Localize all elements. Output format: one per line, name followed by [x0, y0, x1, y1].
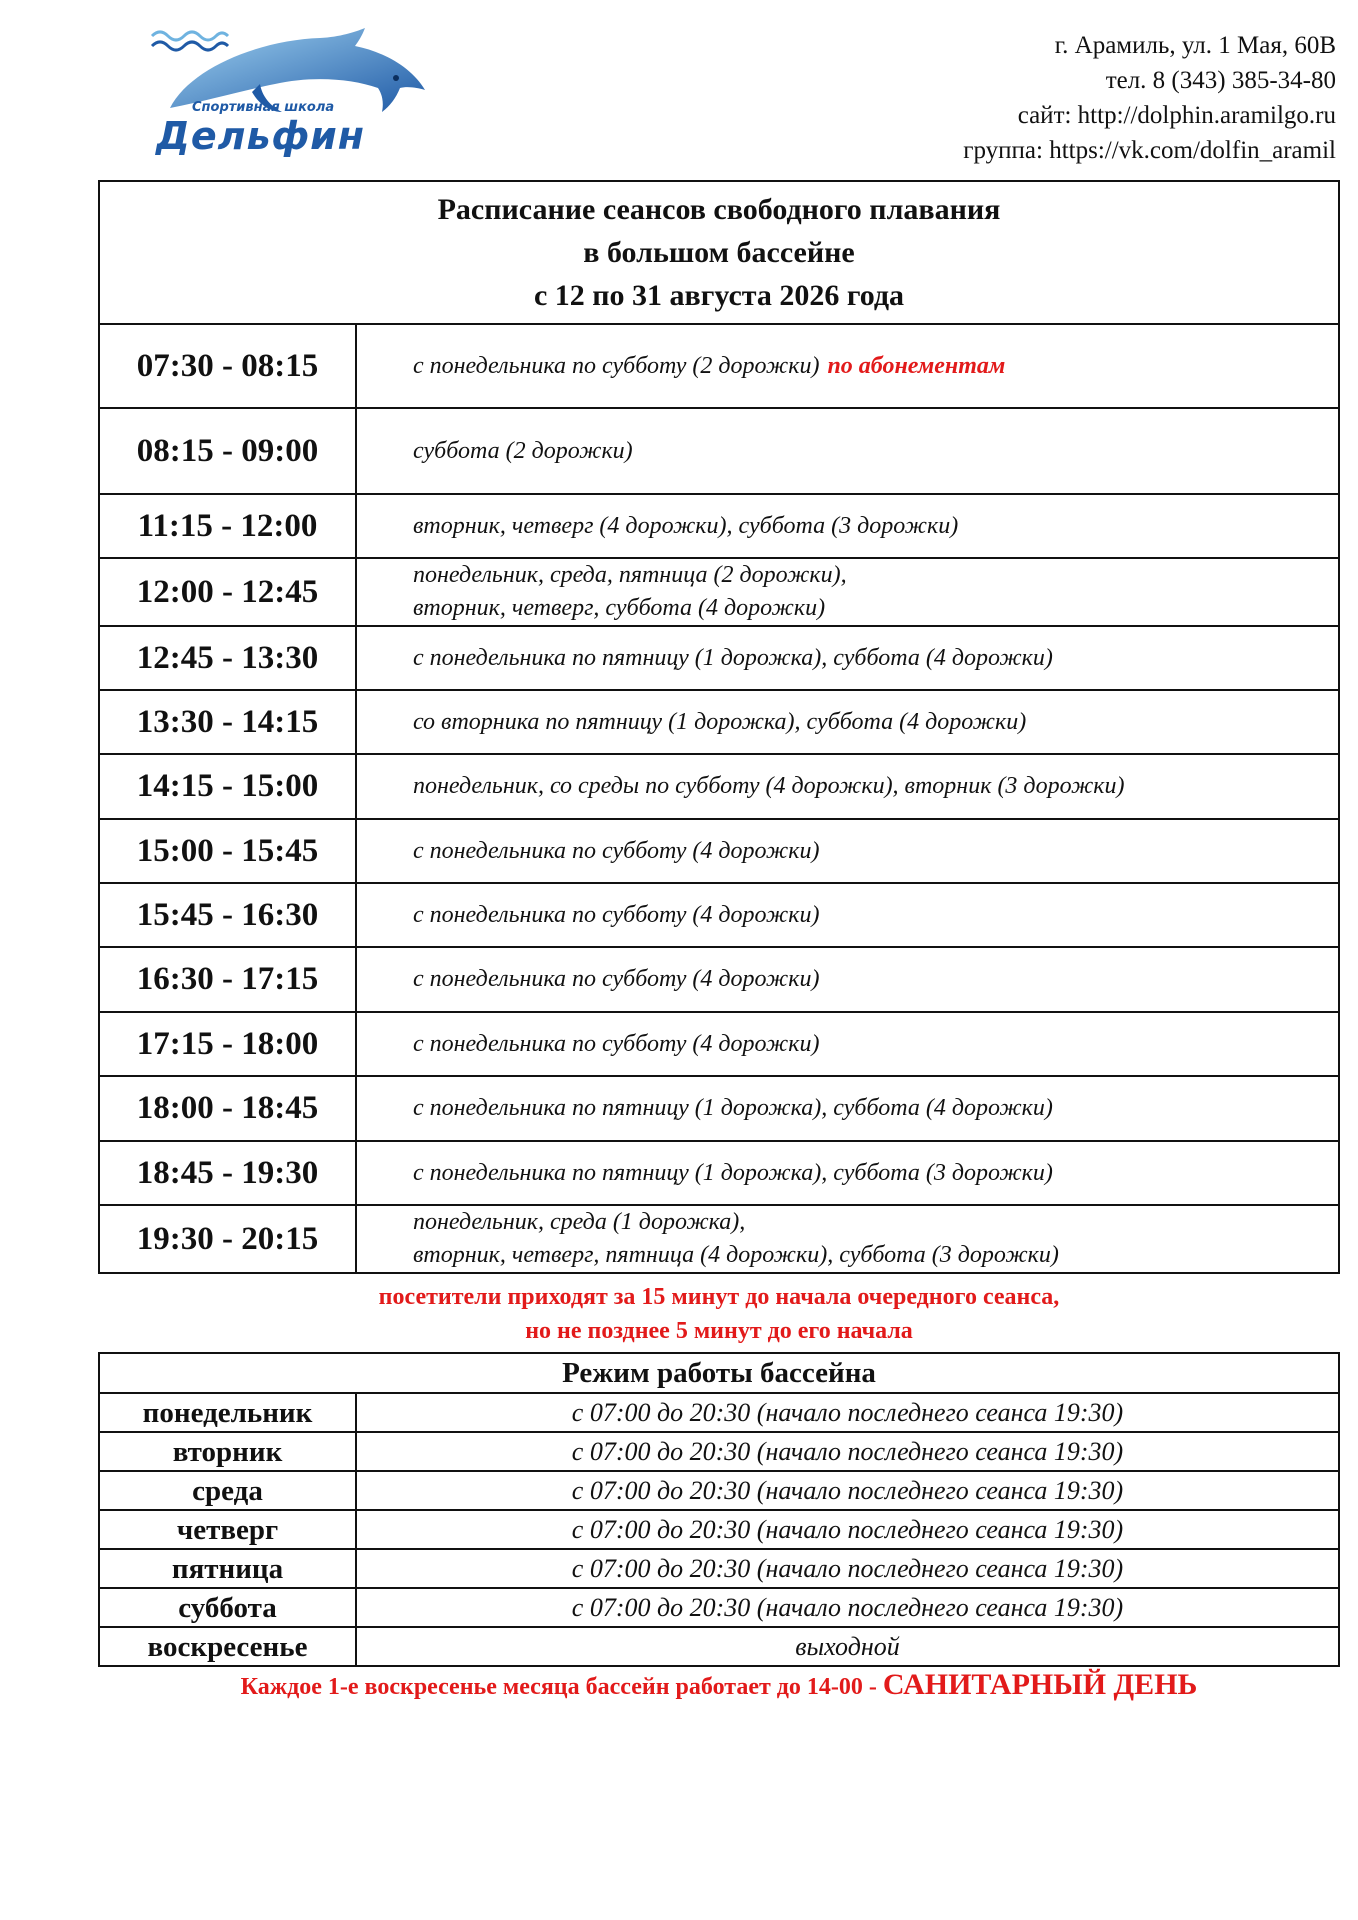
table-row	[99, 558, 1339, 626]
swim-schedule-table	[98, 180, 1340, 1274]
session-desc-line: вторник, четверг, суббота (4 дорожки)	[413, 595, 826, 621]
table-row	[99, 1471, 1339, 1510]
table-row	[99, 1432, 1339, 1471]
table-row	[99, 626, 1339, 690]
session-time: 15:00 - 15:45	[99, 819, 356, 883]
opening-hours: с 07:00 до 20:30 (начало последнего сеанса 19:30)	[356, 1549, 1339, 1588]
session-desc: понедельник, со среды по субботу (4 дорожки), вторник (3 дорожки)	[356, 754, 1339, 819]
session-time: 19:30 - 20:15	[99, 1205, 356, 1273]
schedule-title-line: в большом бассейне	[583, 236, 855, 269]
weekday: среда	[99, 1471, 356, 1510]
session-desc: со вторника по пятницу (1 дорожка), суббота (4 дорожки)	[356, 690, 1339, 754]
table-row	[99, 408, 1339, 494]
session-time: 15:45 - 16:30	[99, 883, 356, 947]
session-time: 12:00 - 12:45	[99, 558, 356, 626]
table-row	[99, 1510, 1339, 1549]
session-time: 13:30 - 14:15	[99, 690, 356, 754]
opening-hours: с 07:00 до 20:30 (начало последнего сеанса 19:30)	[356, 1510, 1339, 1549]
session-desc: с понедельника по субботу (4 дорожки)	[356, 819, 1339, 883]
session-desc-line: понедельник, среда, пятница (2 дорожки),	[413, 562, 847, 588]
table-row	[99, 1076, 1339, 1141]
session-desc: с понедельника по пятницу (1 дорожка), суббота (3 дорожки)	[356, 1141, 1339, 1205]
table-row	[99, 819, 1339, 883]
hours-title: Режим работы бассейна	[99, 1353, 1339, 1393]
subscription-badge: по абонементам	[827, 352, 1006, 379]
session-desc: вторник, четверг (4 дорожки), суббота (3 дорожки)	[356, 494, 1339, 558]
waves-icon	[150, 28, 230, 56]
opening-hours: выходной	[356, 1627, 1339, 1666]
opening-hours: с 07:00 до 20:30 (начало последнего сеанса 19:30)	[356, 1393, 1339, 1432]
session-desc-line: понедельник, среда (1 дорожка),	[413, 1209, 746, 1235]
opening-hours: с 07:00 до 20:30 (начало последнего сеанса 19:30)	[356, 1588, 1339, 1627]
schedule-title-row	[99, 181, 1339, 324]
vk-group-link[interactable]: группа: https://vk.com/dolfin_aramil	[963, 137, 1336, 164]
phone: тел. 8 (343) 385-34-80	[1105, 67, 1336, 94]
weekday: суббота	[99, 1588, 356, 1627]
weekday: четверг	[99, 1510, 356, 1549]
address: г. Арамиль, ул. 1 Мая, 60В	[1054, 32, 1336, 59]
session-desc: с понедельника по пятницу (1 дорожка), суббота (4 дорожки)	[356, 1076, 1339, 1141]
hours-title-row	[99, 1353, 1339, 1393]
schedule-title	[99, 181, 1339, 324]
logo-name: Дельфин	[156, 114, 366, 158]
table-row	[99, 1393, 1339, 1432]
sanitary-day-notice	[98, 1668, 1340, 1702]
session-time: 17:15 - 18:00	[99, 1012, 356, 1076]
table-row	[99, 947, 1339, 1012]
website-link[interactable]: сайт: http://dolphin.aramilgo.ru	[1017, 102, 1336, 129]
session-desc-line: вторник, четверг, пятница (4 дорожки), суббота (3 дорожки)	[413, 1242, 1059, 1268]
weekday: пятница	[99, 1549, 356, 1588]
opening-hours: с 07:00 до 20:30 (начало последнего сеанса 19:30)	[356, 1471, 1339, 1510]
logo	[150, 28, 435, 163]
session-desc	[356, 324, 1339, 408]
session-time: 18:00 - 18:45	[99, 1076, 356, 1141]
session-desc	[356, 558, 1339, 626]
table-row	[99, 690, 1339, 754]
table-row	[99, 1549, 1339, 1588]
session-desc	[356, 1205, 1339, 1273]
arrival-note-line: посетители приходят за 15 минут до начала очередного сеанса,	[378, 1284, 1060, 1310]
session-desc: с понедельника по пятницу (1 дорожка), суббота (4 дорожки)	[356, 626, 1339, 690]
table-row	[99, 754, 1339, 819]
contact-info	[963, 28, 1336, 168]
session-time: 08:15 - 09:00	[99, 408, 356, 494]
arrival-note-line: но не позднее 5 минут до его начала	[525, 1318, 913, 1344]
session-time: 14:15 - 15:00	[99, 754, 356, 819]
sanitary-day-emphasis: САНИТАРНЫЙ ДЕНЬ	[882, 1668, 1198, 1701]
session-desc: с понедельника по субботу (4 дорожки)	[356, 947, 1339, 1012]
sanitary-day-text: Каждое 1-е воскресенье месяца бассейн работает до 14-00 -	[240, 1674, 883, 1700]
table-row	[99, 324, 1339, 408]
session-time: 12:45 - 13:30	[99, 626, 356, 690]
weekday: понедельник	[99, 1393, 356, 1432]
session-desc: с понедельника по субботу (4 дорожки)	[356, 1012, 1339, 1076]
weekday: вторник	[99, 1432, 356, 1471]
schedule-title-line: Расписание сеансов свободного плавания	[437, 193, 1001, 226]
table-row	[99, 1627, 1339, 1666]
pool-hours-table	[98, 1352, 1340, 1667]
session-desc: суббота (2 дорожки)	[356, 408, 1339, 494]
opening-hours: с 07:00 до 20:30 (начало последнего сеанса 19:30)	[356, 1432, 1339, 1471]
table-row	[99, 883, 1339, 947]
session-desc: с понедельника по субботу (4 дорожки)	[356, 883, 1339, 947]
schedule-title-line: с 12 по 31 августа 2026 года	[533, 279, 905, 312]
session-time: 18:45 - 19:30	[99, 1141, 356, 1205]
table-row	[99, 494, 1339, 558]
table-row	[99, 1205, 1339, 1273]
table-row	[99, 1588, 1339, 1627]
session-desc-text: с понедельника по субботу (2 дорожки)	[413, 352, 820, 379]
logo-subtitle: Спортивная школа	[192, 100, 335, 115]
table-row	[99, 1141, 1339, 1205]
session-time: 11:15 - 12:00	[99, 494, 356, 558]
session-time: 07:30 - 08:15	[99, 324, 356, 408]
arrival-note	[98, 1280, 1340, 1348]
session-time: 16:30 - 17:15	[99, 947, 356, 1012]
weekday: воскресенье	[99, 1627, 356, 1666]
table-row	[99, 1012, 1339, 1076]
